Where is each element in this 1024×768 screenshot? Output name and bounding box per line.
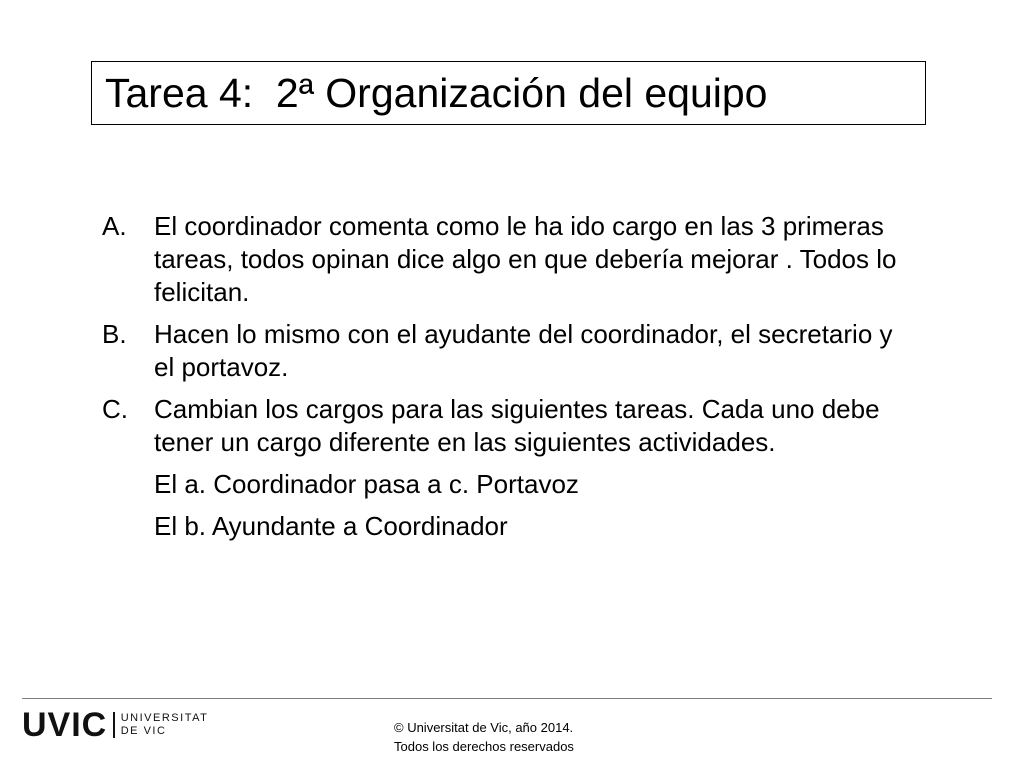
list-marker: B.: [102, 319, 127, 349]
list-marker: A.: [102, 211, 127, 241]
sub-line-2: El b. Ayundante a Coordinador: [154, 511, 508, 541]
copyright-notice: [394, 718, 574, 756]
list-item-c: [102, 393, 902, 459]
list-item-text: Cambian los cargos para las siguientes tareas. Cada uno debe tener un cargo diferente en las siguientes actividades.: [154, 394, 880, 457]
list-marker: C.: [102, 394, 128, 424]
uvic-logo: [22, 708, 208, 742]
logo-text: [121, 712, 209, 738]
slide-title: Tarea 4: 2ª Organización del equipo: [105, 69, 768, 116]
list-item-text: El coordinador comenta como le ha ido cargo en las 3 primeras tareas, todos opinan dice algo en que debería mejorar . Todos lo felicitan.: [154, 211, 897, 307]
copyright-line-2: Todos los derechos reservados: [394, 739, 574, 754]
slide-body: [102, 210, 902, 552]
list-item-a: [102, 210, 902, 309]
sub-line-1: El a. Coordinador pasa a c. Portavoz: [154, 469, 579, 499]
logo-mark: UVIC: [22, 706, 108, 744]
logo-divider: [113, 712, 115, 738]
copyright-line-1: © Universitat de Vic, año 2014.: [394, 720, 574, 735]
logo-line-2: DE VIC: [120, 725, 167, 737]
list-item-b: [102, 318, 902, 384]
title-box: [91, 61, 926, 125]
logo-line-1: UNIVERSITAT: [120, 712, 209, 724]
footer-divider: [22, 698, 992, 699]
list-item-text: Hacen lo mismo con el ayudante del coordinador, el secretario y el portavoz.: [154, 319, 893, 382]
